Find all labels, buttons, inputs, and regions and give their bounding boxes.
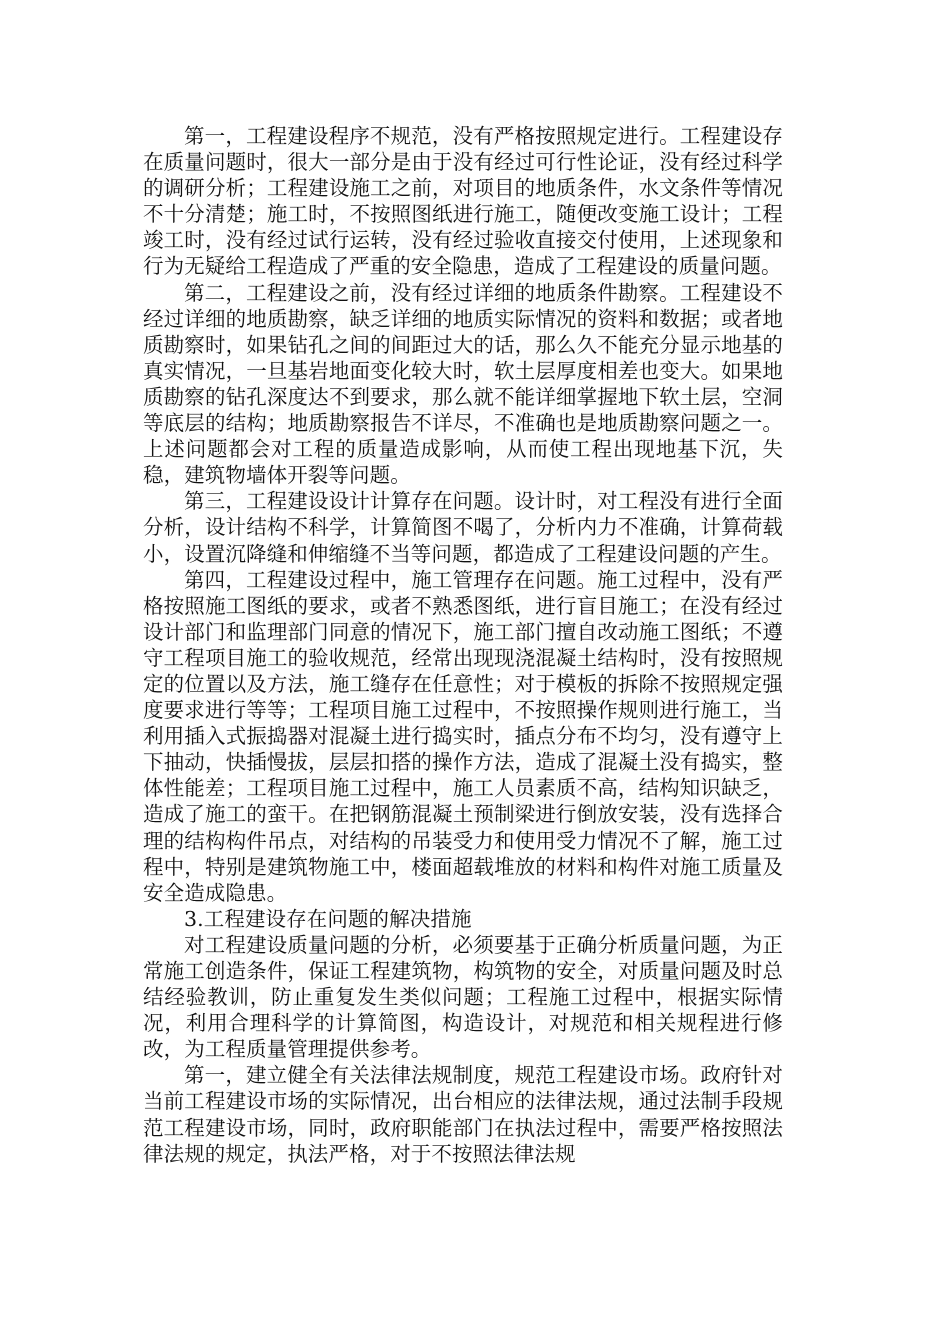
paragraph-solutions-intro: 对工程建设质量问题的分析，必须要基于正确分析质量问题，为正常施工创造条件，保证工程建筑物，构筑物的安全，对质量问题及时总结经验教训，防止重复发生类似问题；工程施工过程中，根据实际情况，利用合理科学的计算简图，构造设计，对规范和相关规程进行修改，为工程质量管理提供参考。 bbox=[143, 932, 783, 1062]
paragraph-second-issue: 第二，工程建设之前，没有经过详细的地质条件勘察。工程建设不经过详细的地质勘察，缺乏详细的地质实际情况的资料和数据；或者地质勘察时，如果钻孔之间的间距过大的话，那么久不能充分显示地基的真实情况，一旦基岩地面变化较大时，软土层厚度相差也变大。如果地质勘察的钻孔深度达不到要求，那么就不能详细掌握地下软土层，空洞等底层的结构；地质勘察报告不详尽，不准确也是地质勘察问题之一。上述问题都会对工程的质量造成影响，从而使工程出现地基下沉，失稳，建筑物墙体开裂等问题。 bbox=[143, 280, 783, 488]
section-heading: 3.工程建设存在问题的解决措施 bbox=[184, 906, 472, 931]
paragraph-first-issue: 第一，工程建设程序不规范，没有严格按照规定进行。工程建设存在质量问题时，很大一部分是由于没有经过可行性论证，没有经过科学的调研分析；工程建设施工之前，对项目的地质条件，水文条件等情况不十分清楚；施工时，不按照图纸进行施工，随便改变施工设计；工程竣工时，没有经过试行运转，没有经过验收直接交付使用，上述现象和行为无疑给工程造成了严重的安全隐患，造成了工程建设的质量问题。 bbox=[143, 124, 783, 279]
paragraph-third-issue: 第三，工程建设设计计算存在问题。设计时，对工程没有进行全面分析，设计结构不科学，计算简图不喝了，分析内力不准确，计算荷载小，设置沉降缝和伸缩缝不当等问题，都造成了工程建设问题的产生。 bbox=[143, 489, 783, 566]
document-body bbox=[143, 123, 783, 1167]
paragraph-fourth-issue: 第四，工程建设过程中，施工管理存在问题。施工过程中，没有严格按照施工图纸的要求，或者不熟悉图纸，进行盲目施工；在没有经过设计部门和监理部门同意的情况下，施工部门擅自改动施工图纸；不遵守工程项目施工的验收规范，经常出现现浇混凝土结构时，没有按照规定的位置以及方法，施工缝存在任意性；对于模板的拆除不按照规定强度要求进行等等；工程项目施工过程中，不按照操作规则进行施工，当利用插入式振捣器对混凝土进行捣实时，插点分布不均匀，没有遵守上下抽动，快插慢拔，层层扣搭的操作方法，造成了混凝土没有捣实，整体性能差；工程项目施工过程中，施工人员素质不高，结构知识缺乏，造成了施工的蛮干。在把钢筋混凝土预制梁进行倒放安装，没有选择合理的结构构件吊点，对结构的吊装受力和使用受力情况不了解，施工过程中，特别是建筑物施工中，楼面超载堆放的材料和构件对施工质量及安全造成隐患。 bbox=[143, 567, 783, 905]
paragraph-solution-first: 第一，建立健全有关法律法规制度，规范工程建设市场。政府针对当前工程建设市场的实际情况，出台相应的法律法规，通过法制手段规范工程建设市场，同时，政府职能部门在执法过程中，需要严格按照法律法规的规定，执法严格，对于不按照法律法规 bbox=[143, 1063, 783, 1166]
